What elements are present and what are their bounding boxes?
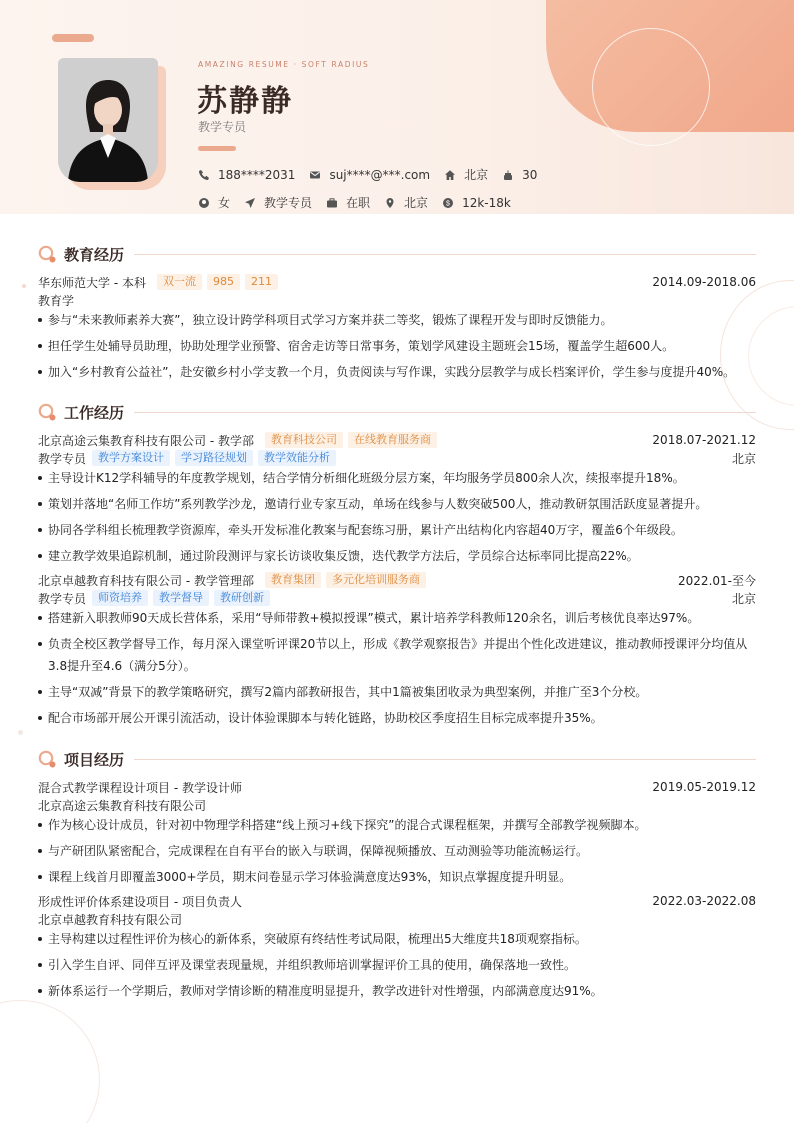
skill-tag: 师资培养: [92, 590, 148, 606]
project-name: 混合式教学课程设计项目 - 教学设计师: [38, 780, 242, 795]
section-title: 工作经历: [64, 403, 125, 422]
project-date: 2019.05-2019.12: [652, 780, 756, 794]
salary-icon: [442, 197, 454, 209]
candidate-name: 苏静静: [197, 84, 293, 119]
bullet-item: 作为核心设计成员，针对初中物理学科搭建“线上预习+线下探究”的混合式课程框架，并撰写全部教学视频脚本。: [38, 814, 756, 836]
home-icon: [444, 169, 456, 181]
decorative-ring: [0, 1000, 100, 1123]
email-item: [309, 168, 430, 182]
bullet-item: 参与“未来教师素养大赛”，独立设计跨学科项目式学习方案并获二等奖，锻炼了课程开发与即时反馈能力。: [38, 309, 756, 331]
project-name: 形成性评价体系建设项目 - 项目负责人: [38, 894, 242, 909]
location-pin-icon: [384, 197, 396, 209]
bullet-item: 课程上线首月即覆盖3000+学员，期末问卷显示学习体验满意度达93%，知识点掌握度提升明显。: [38, 866, 756, 888]
project-entry-header: [38, 779, 756, 795]
company-line: 北京卓越教育科技有限公司 - 教学管理部: [38, 573, 254, 588]
company-tag: 多元化培训服务商: [326, 572, 426, 588]
age-text: 30: [522, 167, 538, 182]
send-icon: [244, 197, 256, 209]
bullet-item: 负责全校区教学督导工作，每月深入课堂听评课20节以上，形成《教学观察报告》并提出个性化改进建议，推动教师授课评分均值从3.8提升至4.6（满分5分）。: [38, 633, 756, 677]
bullet-item: 新体系运行一个学期后，教师对学情诊断的精准度明显提升，教学改进针对性增强，内部满意度达91%。: [38, 980, 756, 1002]
section-search-icon: [38, 245, 56, 263]
bullet-item: 加入“乡村教育公益社”，赴安徽乡村小学支教一个月，负责阅读与写作课，实践分层教学与成长档案评价，学生参与度提升40%。: [38, 361, 756, 383]
section-divider: [134, 254, 756, 255]
salary-item: [442, 196, 511, 210]
company-tag: 教育科技公司: [265, 432, 343, 448]
school-tag: 211: [245, 274, 278, 290]
section-search-icon: [38, 403, 56, 421]
svg-text:$: $: [446, 200, 451, 208]
profile-photo: [58, 58, 158, 182]
company-tags: [260, 432, 437, 448]
job-city: 北京: [731, 591, 756, 606]
position-text: 教学专员: [38, 451, 87, 466]
decorative-dot: [18, 730, 23, 735]
briefcase-icon: [326, 197, 338, 209]
company-tag: 在线教育服务商: [348, 432, 437, 448]
position-text: 教学专员: [264, 196, 313, 210]
gender-item: [198, 194, 230, 211]
section-search-icon: [38, 750, 56, 768]
mail-icon: [309, 169, 321, 181]
status-item: [326, 194, 370, 211]
status-text: 在职: [346, 196, 371, 210]
job-date: 2018.07-2021.12: [652, 433, 756, 447]
section-divider: [134, 412, 756, 413]
project-entry-header: [38, 893, 756, 909]
section-divider: [134, 759, 756, 760]
job-position-row: [38, 450, 756, 466]
company-line: 北京高途云集教育科技有限公司 - 教学部: [38, 433, 254, 448]
email-text: suj****@***.com: [329, 167, 431, 182]
project-date: 2022.03-2022.08: [652, 894, 756, 908]
skill-tag: 教研创新: [214, 590, 270, 606]
bullet-item: 主导“双减”背景下的教学策略研究，撰写2篇内部教研报告，其中1篇被集团收录为典型案例，并推广至3个分校。: [38, 681, 756, 703]
profile-row: [198, 194, 525, 211]
bullet-item: 主导构建以过程性评价为核心的新体系，突破原有终结性考试局限，梳理出5大维度共18项观察指标。: [38, 928, 756, 950]
gender-text: 女: [218, 196, 231, 210]
age-item: [502, 168, 537, 182]
education-section-header: [38, 244, 756, 264]
company-tags: [260, 572, 426, 588]
skill-tag: 教学督导: [153, 590, 209, 606]
home-text: 北京: [464, 168, 489, 182]
skill-tag: 教学效能分析: [258, 450, 336, 466]
bullet-item: 建立教学效果追踪机制，通过阶段测评与家长访谈收集反馈，迭代教学方法后，学员综合达标率同比提高22%。: [38, 545, 756, 567]
project-org-row: [38, 911, 756, 927]
decorative-dot: [22, 284, 26, 288]
bullet-item: 担任学生处辅导员助理，协助处理学业预警、宿舍走访等日常事务，策划学风建设主题班会15场，覆盖学生超600人。: [38, 335, 756, 357]
position-tags: [92, 590, 270, 606]
projects-section-header: [38, 749, 756, 769]
education-major-row: [38, 292, 756, 308]
job-city: 北京: [731, 451, 756, 466]
accent-pill: [52, 34, 94, 42]
bullet-item: 搭建新入职教师90天成长营体系，采用“导师带教+模拟授课”模式，累计培养学科教师120余名，训后考核优良率达97%。: [38, 607, 756, 629]
major-text: 教育学: [38, 293, 75, 308]
section-title: 教育经历: [64, 245, 125, 264]
bullet-item: 协同各学科组长梳理教学资源库，牵头开发标准化教案与配套练习册，累计产出结构化内容超40万字，覆盖6个年级段。: [38, 519, 756, 541]
bullet-item: 与产研团队紧密配合，完成课程在自有平台的嵌入与联调，保障视频播放、互动测验等功能流畅运行。: [38, 840, 756, 862]
company-tag: 教育集团: [265, 572, 321, 588]
job-entry-header: [38, 432, 756, 448]
bullet-item: 配合市场部开展公开课引流活动，设计体验课脚本与转化链路，协助校区季度招生目标完成率提升35%。: [38, 707, 756, 729]
skill-tag: 学习路径规划: [175, 450, 253, 466]
name-underline: [198, 146, 236, 151]
school-tag: 985: [207, 274, 240, 290]
phone-icon: [198, 169, 210, 181]
project-org-row: [38, 797, 756, 813]
school-tags: [152, 274, 278, 290]
resume-header: [0, 0, 794, 214]
skill-tag: 教学方案设计: [92, 450, 170, 466]
job-date: 2022.01-至今: [678, 573, 756, 588]
school-line: 华东师范大学 - 本科: [38, 275, 146, 290]
city-text: 北京: [404, 196, 429, 210]
phone-text: 188****2031: [218, 167, 296, 182]
job-position-row: [38, 590, 756, 606]
phone-item: [198, 168, 295, 182]
project-org: 北京高途云集教育科技有限公司: [38, 798, 207, 813]
city-item: [384, 194, 428, 211]
work-section-header: [38, 402, 756, 422]
home-item: [444, 166, 488, 183]
job-entry-header: [38, 572, 756, 588]
position-item: [244, 194, 312, 211]
position-text: 教学专员: [38, 591, 87, 606]
education-date: 2014.09-2018.06: [652, 275, 756, 289]
bullet-item: 引入学生自评、同伴互评及课堂表现量规，并组织教师培训掌握评价工具的使用，确保落地一致性。: [38, 954, 756, 976]
education-entry-header: [38, 274, 756, 290]
cake-icon: [502, 169, 514, 181]
contact-row: [198, 166, 551, 183]
resume-eyebrow: AMAZING RESUME · SOFT RADIUS: [198, 60, 370, 69]
salary-text: 12k-18k: [462, 195, 511, 210]
candidate-role: 教学专员: [198, 120, 247, 134]
project-org: 北京卓越教育科技有限公司: [38, 912, 183, 927]
bullet-item: 策划并落地“名师工作坊”系列教学沙龙，邀请行业专家互动，单场在线参与人数突破500人，推动教研氛围活跃度显著提升。: [38, 493, 756, 515]
section-title: 项目经历: [64, 750, 125, 769]
bullet-item: 主导设计K12学科辅导的年度教学规划，结合学情分析细化班级分层方案，年均服务学员800余人次，续报率提升18%。: [38, 467, 756, 489]
position-tags: [92, 450, 336, 466]
gender-icon: [198, 197, 210, 209]
decorative-ring: [592, 28, 710, 146]
school-tag: 双一流: [157, 274, 202, 290]
